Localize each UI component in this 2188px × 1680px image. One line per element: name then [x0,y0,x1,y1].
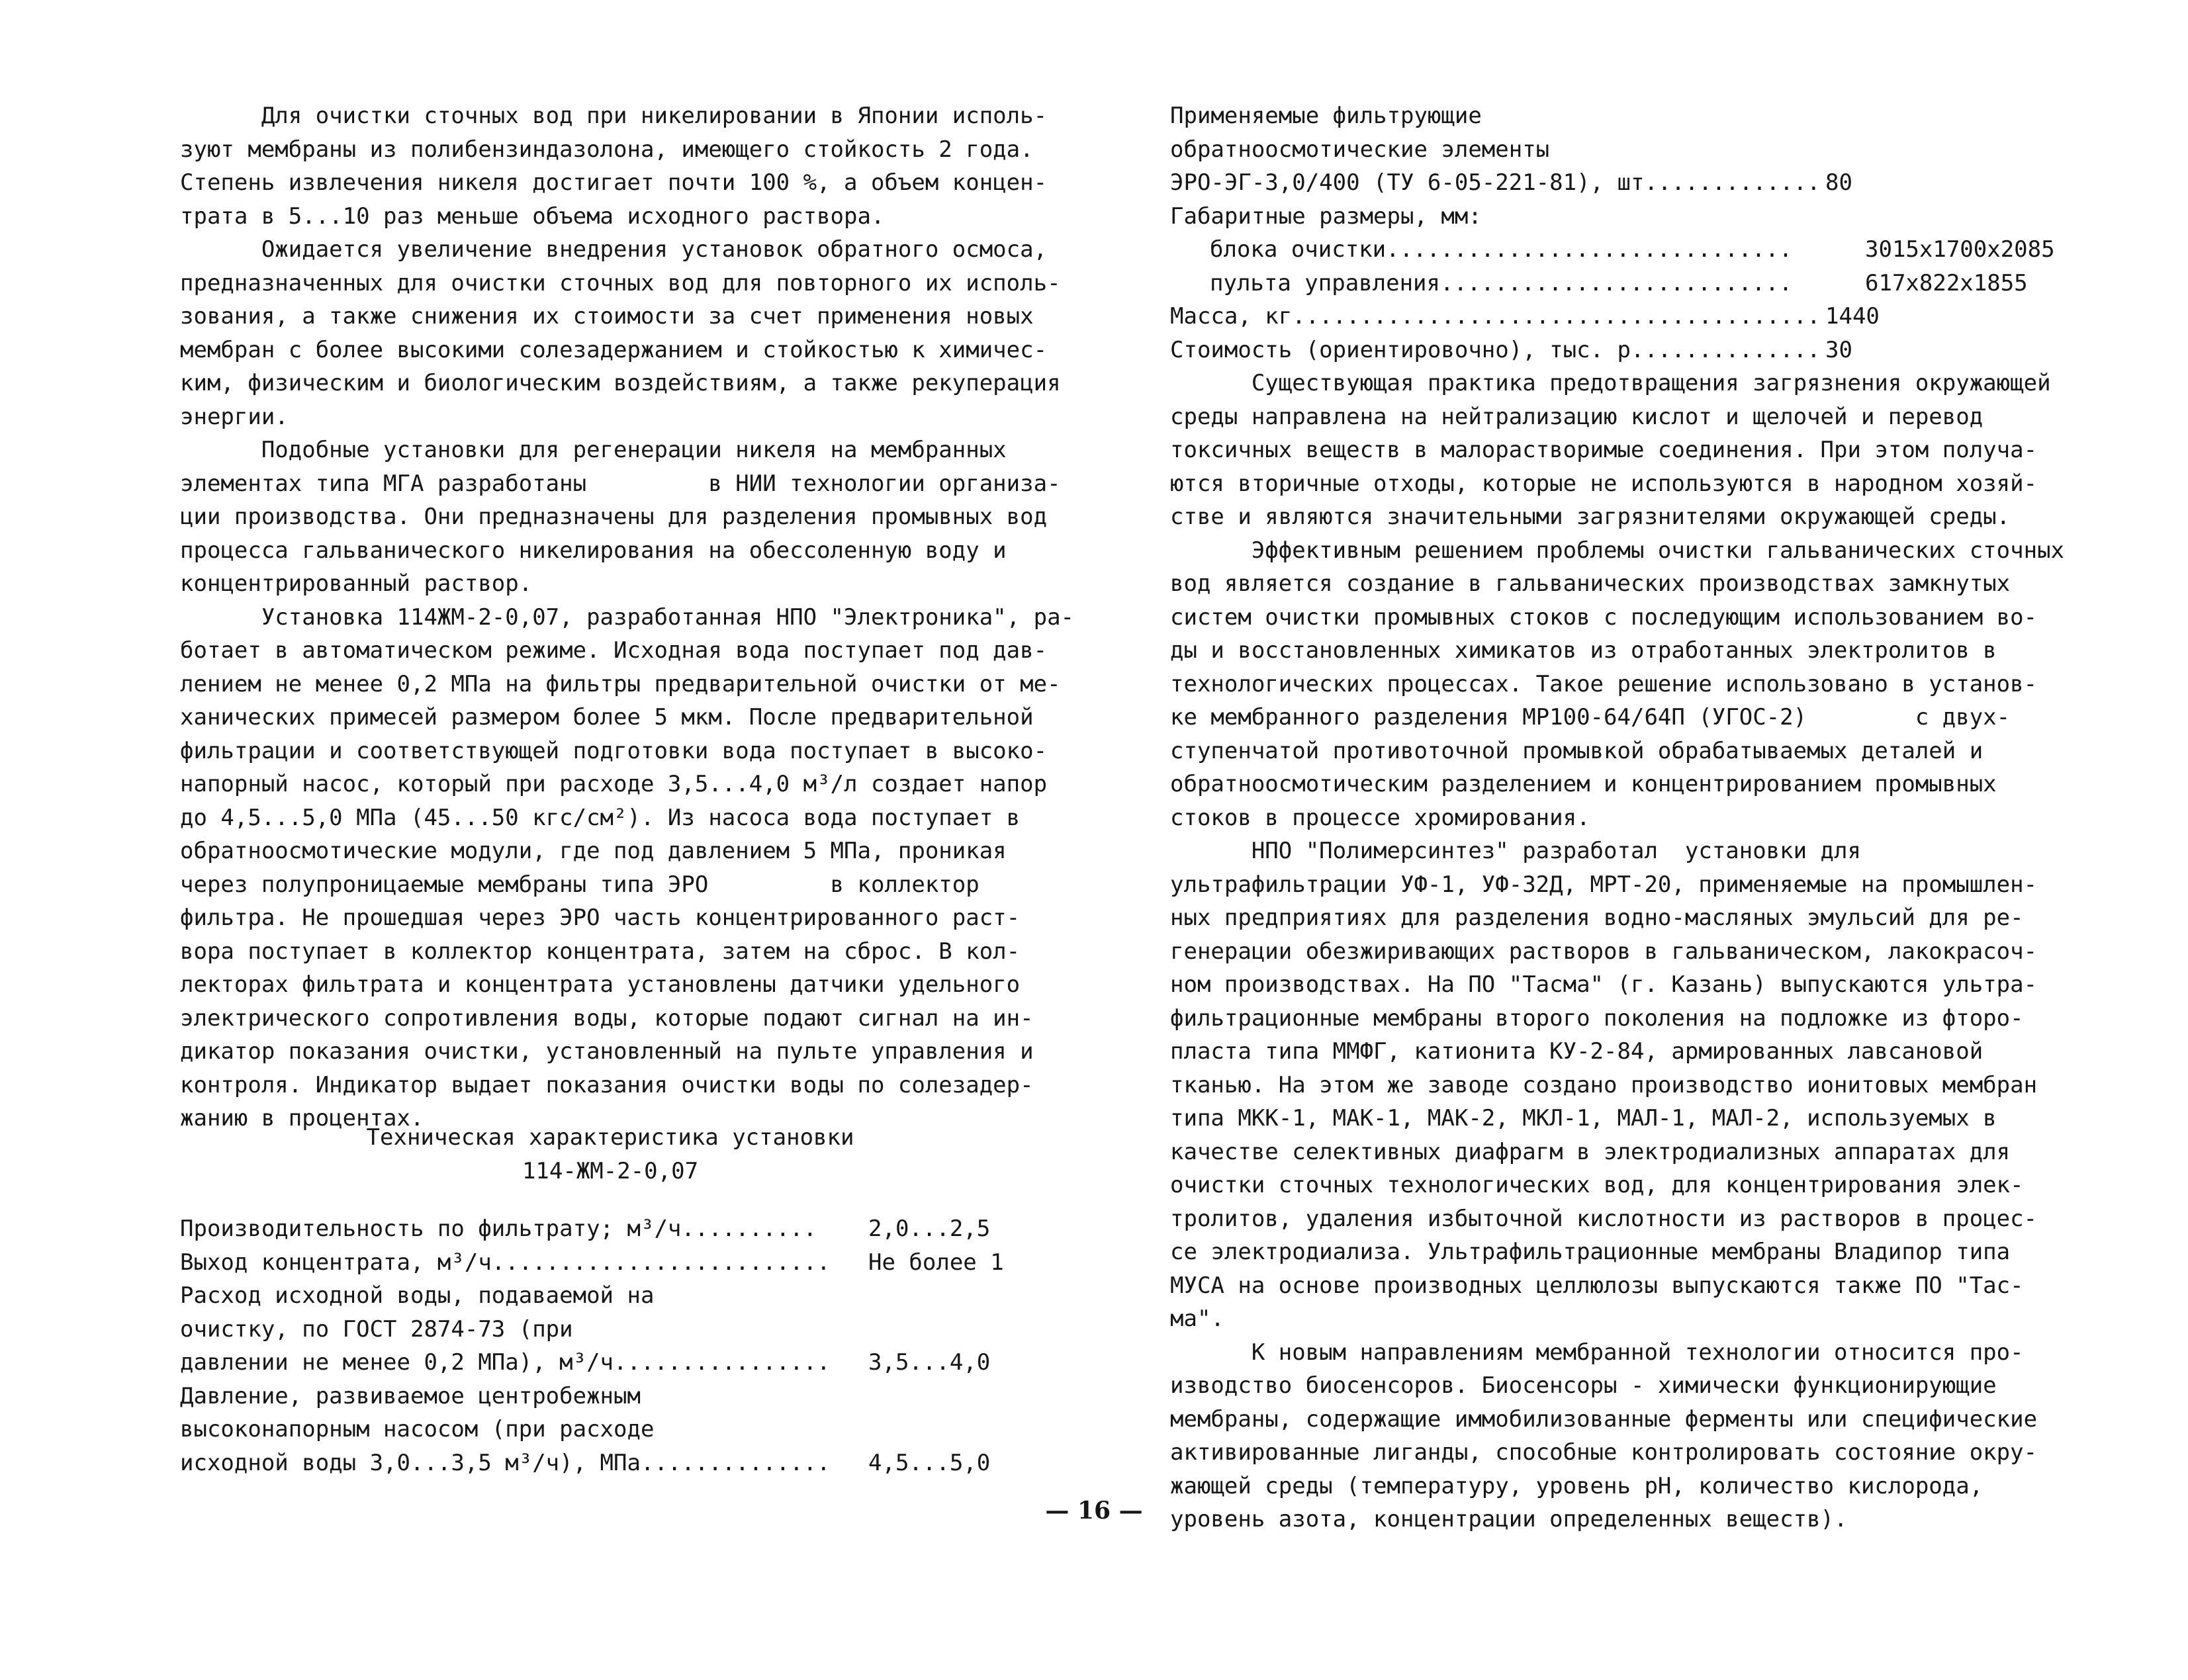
text-line: вод является создание в гальванических производствах замкнутых [1170,570,2011,597]
spec-label: пульта управления.......................... [1210,269,1793,296]
text-line: ном производствах. На ПО "Тасма" (г. Казань) выпускаются ультра- [1170,971,2038,998]
text-line: жающей среды (температуру, уровень рН, количество кислорода, [1170,1472,1983,1499]
text-line: се электродиализа. Ультрафильтрационные мембраны Владипор типа [1170,1239,2011,1265]
spec-value: 3,5...4,0 [868,1349,991,1376]
text-line: жанию в процентах. [180,1105,424,1131]
text-line: мембран с более высокими солезадержанием и стойкостью к химичес- [180,336,1048,363]
text-line: ханических примесей размером более 5 мкм. После предварительной [180,704,1034,730]
text-line: Существующая практика предотвращения загрязнения окружающей [1170,370,2051,396]
table-title-line: 114-ЖМ-2-0,07 [522,1157,699,1184]
text-line: элементах типа МГА разработаны в НИИ технологии организа- [180,470,1061,497]
spec-label: Стоимость (ориентировочно), тыс. р.............. [1170,336,1821,363]
text-line: генерации обезжиривающих растворов в гальваническом, лакокрасоч- [1170,938,2038,965]
spec-row [1170,200,2017,234]
text-line: ются вторичные отходы, которые не используются в народном хозяй- [1170,470,2038,497]
text-line: дикатор показания очистки, установленный на пульте управления и [180,1038,1034,1065]
text-line: предназначенных для очистки сточных вод для повторного их исполь- [180,269,1061,296]
text-line: зуют мембраны из полибензиндазолона, имеющего стойкость 2 года. [180,136,1034,163]
right-column-text [1170,367,2065,1536]
spec-value: 30 [1825,336,1852,363]
text-line: технологических процессах. Такое решение использовано в установ- [1170,670,2038,697]
spec-row [180,1313,1040,1347]
spec-row [180,1246,1040,1280]
text-line: стоков в процессе хромирования. [1170,804,1590,831]
spec-label: Производительность по фильтрату; м³/ч.......... [180,1216,817,1242]
text-line: Эффективным решением проблемы очистки гальванических сточных [1170,537,2065,564]
text-line: вора поступает в коллектор концентрата, затем на сброс. В кол- [180,938,1021,965]
text-line: К новым направлениям мембранной технологии относится про- [1170,1339,2024,1366]
spec-value: 3015x1700x2085 [1865,236,2055,263]
spec-value: 617x822x1855 [1865,269,2028,296]
text-line: среды направлена на нейтрализацию кислот и щелочей и перевод [1170,403,1983,430]
spec-label: блока очистки.............................. [1210,236,1793,263]
text-line: ультрафильтрации УФ-1, УФ-32Д, МРТ-20, применяемые на промышлен- [1170,871,2038,898]
spec-row [180,1212,1040,1246]
spec-value: 1440 [1825,303,1880,330]
spec-label: давлении не менее 0,2 МПа), м³/ч................ [180,1349,831,1376]
text-line: фильтрационные мембраны второго поколения на подложке из фторо- [1170,1004,2024,1032]
spec-row [1170,333,2017,367]
text-line: Установка 114ЖМ-2-0,07, разработанная НПО "Электроника", ра- [180,603,1075,631]
text-line: лением не менее 0,2 МПа на фильтры предварительной очистки от ме- [180,670,1061,697]
text-line: очистки сточных технологических вод, для концентрирования элек- [1170,1172,2024,1198]
text-line: уровень азота, концентрации определенных веществ). [1170,1506,1848,1532]
text-line: трата в 5...10 раз меньше объема исходного раствора. [180,202,885,230]
left-column-text [180,99,1075,1135]
text-line: ции производства. Они предназначены для разделения промывных вод [180,504,1048,530]
text-line: ке мембранного разделения МР100-64/64П (УГОС-2) с двух- [1170,704,2011,730]
text-line: лекторах фильтрата и концентрата установлены датчики удельного [180,971,1021,998]
spec-label: ЭРО-ЭГ-3,0/400 (ТУ 6-05-221-81), шт............. [1170,169,1821,196]
text-line: пласта типа ММФГ, катионита КУ-2-84, армированных лавсановой [1170,1038,1983,1065]
text-line: Подобные установки для регенерации никеля на мембранных [180,437,1007,463]
spec-label: высоконапорным насосом (при расходе [180,1416,655,1442]
text-line: электрического сопротивления воды, которые подают сигнал на ин- [180,1004,1034,1032]
text-line: ступенчатой противоточной промывкой обрабатываемых деталей и [1170,737,1983,764]
spec-label: Расход исходной воды, подаваемой на [180,1282,655,1309]
text-line: до 4,5...5,0 МПа (45...50 кгс/см²). Из насоса вода поступает в [180,804,1021,831]
spec-row [1170,267,2057,300]
text-line: энергии. [180,403,289,430]
spec-row [1170,233,2057,267]
spec-row [1170,99,2017,133]
text-line: ма". [1170,1305,1224,1332]
spec-label: Габаритные размеры, мм: [1170,202,1482,230]
text-line: изводство биосенсоров. Биосенсоры - химически функционирующие [1170,1372,1997,1399]
text-line: Для очистки сточных вод при никелировании в Японии исполь- [180,103,1048,129]
text-line: активированные лиганды, способные контролировать состояние окру- [1170,1439,2038,1466]
text-line: контроля. Индикатор выдает показания очистки воды по солезадер- [180,1071,1034,1098]
text-line: обратноосмотическим разделением и концентрированием промывных [1170,771,1997,797]
text-line: тканью. На этом же заводе создано производство ионитовых мембран [1170,1071,2038,1098]
table-title-line: Техническая характеристика установки [366,1124,854,1151]
text-line: напорный насос, который при расходе 3,5...4,0 м³/л создает напор [180,771,1048,797]
spec-value: 4,5...5,0 [868,1449,991,1476]
spec-table-right [1170,99,2055,367]
text-line: фильтра. Не прошедшая через ЭРО часть концентрированного раст- [180,905,1021,931]
text-line: фильтрации и соответствующей подготовки вода поступает в высоко- [180,737,1048,764]
spec-row [1170,166,2017,200]
text-line: Ожидается увеличение внедрения установок обратного осмоса, [180,236,1048,263]
spec-value: 2,0...2,5 [868,1216,991,1242]
spec-row [180,1380,1040,1413]
text-line: тролитов, удаления избыточной кислотности из растворов в процес- [1170,1205,2038,1232]
text-line: токсичных веществ в малорастворимые соединения. При этом получа- [1170,437,2038,463]
spec-label: Применяемые фильтрующие [1170,103,1482,129]
text-line: систем очистки промывных стоков с последующим использованием во- [1170,603,2038,631]
text-line: НПО "Полимерсинтез" разработал установки для [1170,838,1861,864]
text-line: через полупроницаемые мембраны типа ЭРО в коллектор [180,871,980,898]
text-line: качестве селективных диафрагм в электродиализных аппаратах для [1170,1138,2011,1165]
text-line: ных предприятиях для разделения водно-масляных эмульсий для ре- [1170,905,2024,931]
spec-row [180,1346,1040,1380]
text-line: ды и восстановленных химикатов из отработанных электролитов в [1170,637,1997,664]
table-title [180,1121,1040,1188]
text-line: процесса гальванического никелирования на обессоленную воду и [180,537,1007,564]
text-line: мембраны, содержащие иммобилизованные ферменты или специфические [1170,1405,2038,1433]
spec-label: Давление, развиваемое центробежным [180,1382,641,1409]
spec-label: обратноосмотические элементы [1170,136,1550,163]
text-line: ботает в автоматическом режиме. Исходная вода поступает под дав- [180,637,1048,664]
text-line: МУСА на основе производных целлюлозы выпускаются также ПО "Тас- [1170,1272,2024,1299]
page-number: — 16 — [1045,1497,1143,1525]
spec-table-left [180,1212,1040,1480]
text-line: типа МКК-1, МАК-1, МАК-2, МКЛ-1, МАЛ-1, МАЛ-2, используемых в [1170,1105,1997,1131]
spec-row [180,1279,1040,1313]
spec-label: очистку, по ГОСТ 2874-73 (при [180,1315,573,1343]
spec-label: Масса, кг....................................... [1170,303,1821,330]
spec-row [180,1413,1040,1446]
spec-row [180,1446,1040,1480]
spec-label: Выход концентрата, м³/ч......................... [180,1249,831,1276]
spec-value: Не более 1 [868,1249,1004,1276]
text-line: Степень извлечения никеля достигает почти 100 %, а объем концен- [180,169,1048,196]
spec-value: 80 [1825,169,1852,196]
text-line: стве и являются значительными загрязнителями окружающей среды. [1170,504,2011,530]
text-line: ким, физическим и биологическим воздействиям, а также рекуперация [180,370,1061,396]
right-column [1170,99,2065,1536]
text-line: зования, а также снижения их стоимости за счет применения новых [180,303,1034,330]
spec-label: исходной воды 3,0...3,5 м³/ч), МПа.............. [180,1449,831,1476]
spec-row [1170,133,2017,167]
text-line: обратноосмотические модули, где под давлением 5 МПа, проникая [180,838,1007,864]
text-line: концентрированный раствор. [180,570,533,597]
spec-row [1170,300,2017,333]
